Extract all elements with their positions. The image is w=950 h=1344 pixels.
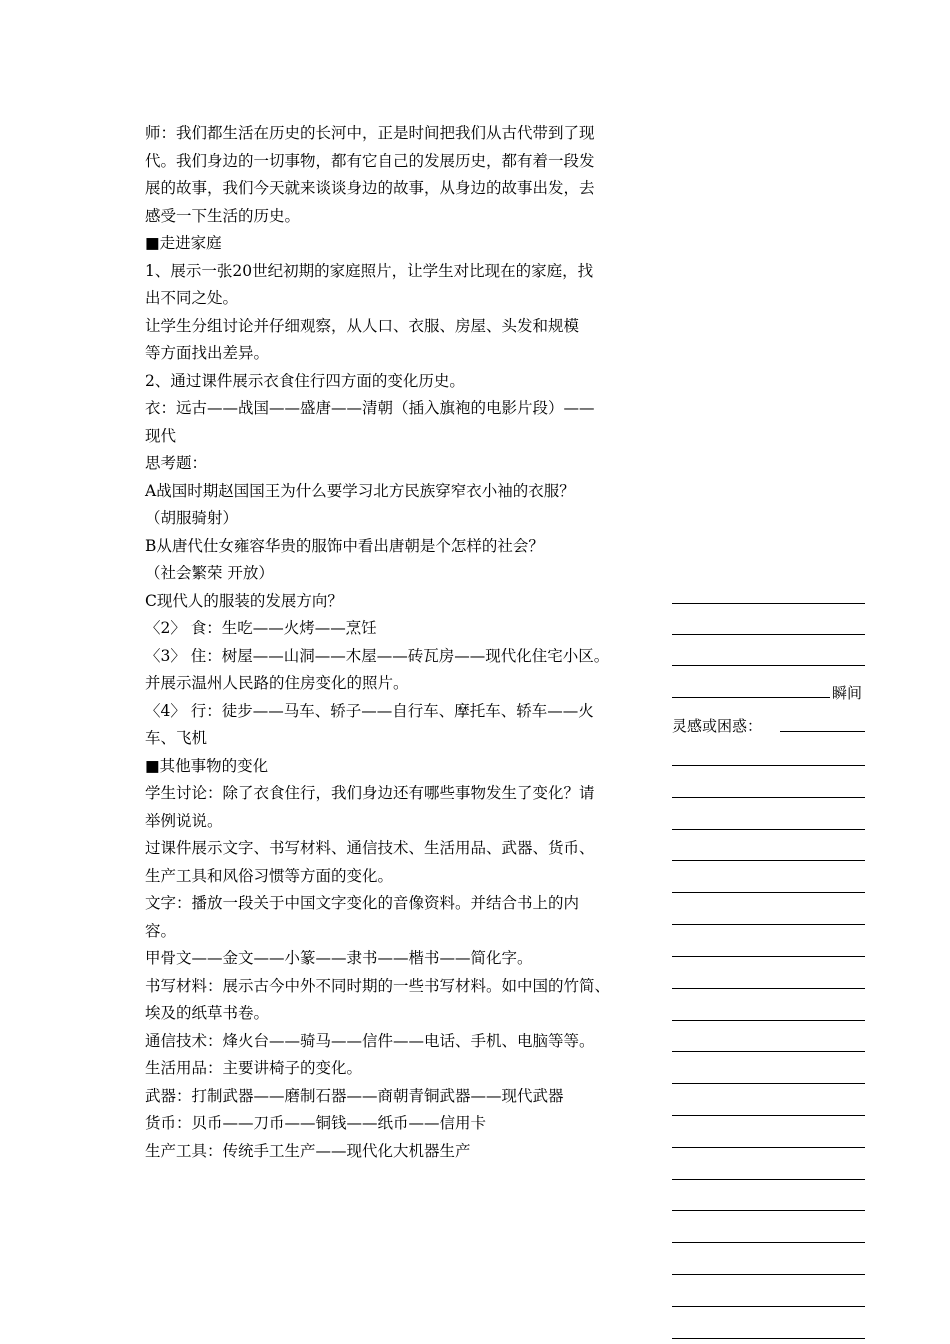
text-line: 代。我们身边的一切事物，都有它自己的发展历史，都有着一段发 bbox=[145, 151, 595, 170]
text-line: （胡服骑射） bbox=[145, 509, 239, 527]
text-line: （社会繁荣 开放） bbox=[145, 564, 274, 582]
text-line: 生产工具和风俗习惯等方面的变化。 bbox=[145, 866, 394, 885]
text-line: 出不同之处。 bbox=[145, 289, 239, 307]
inspiration-label: 灵感或困惑： bbox=[672, 717, 763, 735]
text-line: 〈2〉 食：生吃——火烤——烹饪 bbox=[145, 619, 377, 637]
note-line bbox=[672, 1306, 865, 1307]
text-line: 思考题： bbox=[145, 454, 208, 472]
note-line bbox=[672, 988, 865, 989]
text-line: 展的故事，我们今天就来谈谈身边的故事，从身边的故事出发，去 bbox=[145, 179, 595, 197]
text-line: 文字：播放一段关于中国文字变化的音像资料。并结合书上的内 bbox=[145, 894, 580, 912]
note-line bbox=[672, 829, 865, 830]
text-line: 货币：贝币——刀币——铜钱——纸币——信用卡 bbox=[145, 1114, 487, 1132]
text-line: 举例说说。 bbox=[145, 811, 223, 830]
text-line: 生活用品：主要讲椅子的变化。 bbox=[145, 1059, 363, 1077]
text-line: 等方面找出差异。 bbox=[145, 344, 270, 362]
text-line: 武器：打制武器——磨制石器——商朝青铜武器——现代武器 bbox=[145, 1086, 564, 1105]
text-line: ■走进家庭 bbox=[145, 234, 222, 252]
text-line: 师：我们都生活在历史的长河中，正是时间把我们从古代带到了现 bbox=[145, 124, 595, 142]
text-line: 感受一下生活的历史。 bbox=[145, 206, 301, 225]
text-line: 容。 bbox=[145, 921, 177, 940]
text-line: 埃及的纸草书卷。 bbox=[145, 1004, 270, 1022]
note-line bbox=[672, 1274, 865, 1275]
text-line: 2、通过课件展示衣食住行四方面的变化历史。 bbox=[145, 371, 465, 390]
note-line bbox=[672, 1338, 865, 1339]
text-line: 书写材料：展示古今中外不同时期的一些书写材料。如中国的竹简、 bbox=[145, 976, 611, 995]
note-line bbox=[672, 765, 865, 766]
lesson-body bbox=[145, 120, 645, 1165]
text-line: 衣：远古——战国——盛唐——清朝（插入旗袍的电影片段）—— bbox=[145, 399, 595, 417]
note-line bbox=[672, 860, 865, 861]
note-line bbox=[672, 1147, 865, 1148]
note-line bbox=[672, 665, 865, 666]
text-line: 过课件展示文字、书写材料、通信技术、生活用品、武器、货币、 bbox=[145, 839, 595, 857]
text-line: 车、飞机 bbox=[145, 729, 208, 747]
note-line bbox=[672, 797, 865, 798]
note-line bbox=[672, 1115, 865, 1116]
note-line bbox=[672, 1179, 865, 1180]
note-line bbox=[672, 924, 865, 925]
note-line bbox=[672, 634, 865, 635]
text-line: 并展示温州人民路的住房变化的照片。 bbox=[145, 674, 409, 692]
text-line: 〈4〉 行：徒步——马车、轿子——自行车、摩托车、轿车——火 bbox=[145, 701, 594, 720]
text-line: ■其他事物的变化 bbox=[145, 756, 269, 775]
text-line: 通信技术：烽火台——骑马——信件——电话、手机、电脑等等。 bbox=[145, 1031, 595, 1050]
text-line: 让学生分组讨论并仔细观察，从人口、衣服、房屋、头发和规模 bbox=[145, 316, 580, 335]
text-line: A战国时期赵国国王为什么要学习北方民族穿窄衣小袖的衣服？ bbox=[145, 481, 575, 500]
text-line: 1、展示一张20世纪初期的家庭照片，让学生对比现在的家庭，找 bbox=[145, 261, 594, 280]
text-line: 现代 bbox=[145, 426, 177, 445]
note-line bbox=[672, 1083, 865, 1084]
moment-label: 瞬间 bbox=[832, 684, 863, 702]
note-line bbox=[672, 697, 830, 698]
text-line: B从唐代仕女雍容华贵的服饰中看出唐朝是个怎样的社会？ bbox=[145, 536, 544, 555]
text-line: 甲骨文——金文——小篆——隶书——楷书——简化字。 bbox=[145, 949, 533, 967]
note-line bbox=[672, 1210, 865, 1211]
text-line: 生产工具：传统手工生产——现代化大机器生产 bbox=[145, 1141, 471, 1160]
note-line bbox=[780, 731, 865, 732]
note-line bbox=[672, 1051, 865, 1052]
note-line bbox=[672, 1242, 865, 1243]
text-line: 〈3〉 住：树屋——山洞——木屋——砖瓦房——现代化住宅小区。 bbox=[145, 646, 610, 665]
note-line bbox=[672, 892, 865, 893]
note-line bbox=[672, 956, 865, 957]
note-line bbox=[672, 1020, 865, 1021]
text-line: 学生讨论：除了衣食住行，我们身边还有哪些事物发生了变化？请 bbox=[145, 784, 595, 802]
note-line bbox=[672, 603, 865, 604]
text-line: C现代人的服装的发展方向？ bbox=[145, 591, 343, 610]
